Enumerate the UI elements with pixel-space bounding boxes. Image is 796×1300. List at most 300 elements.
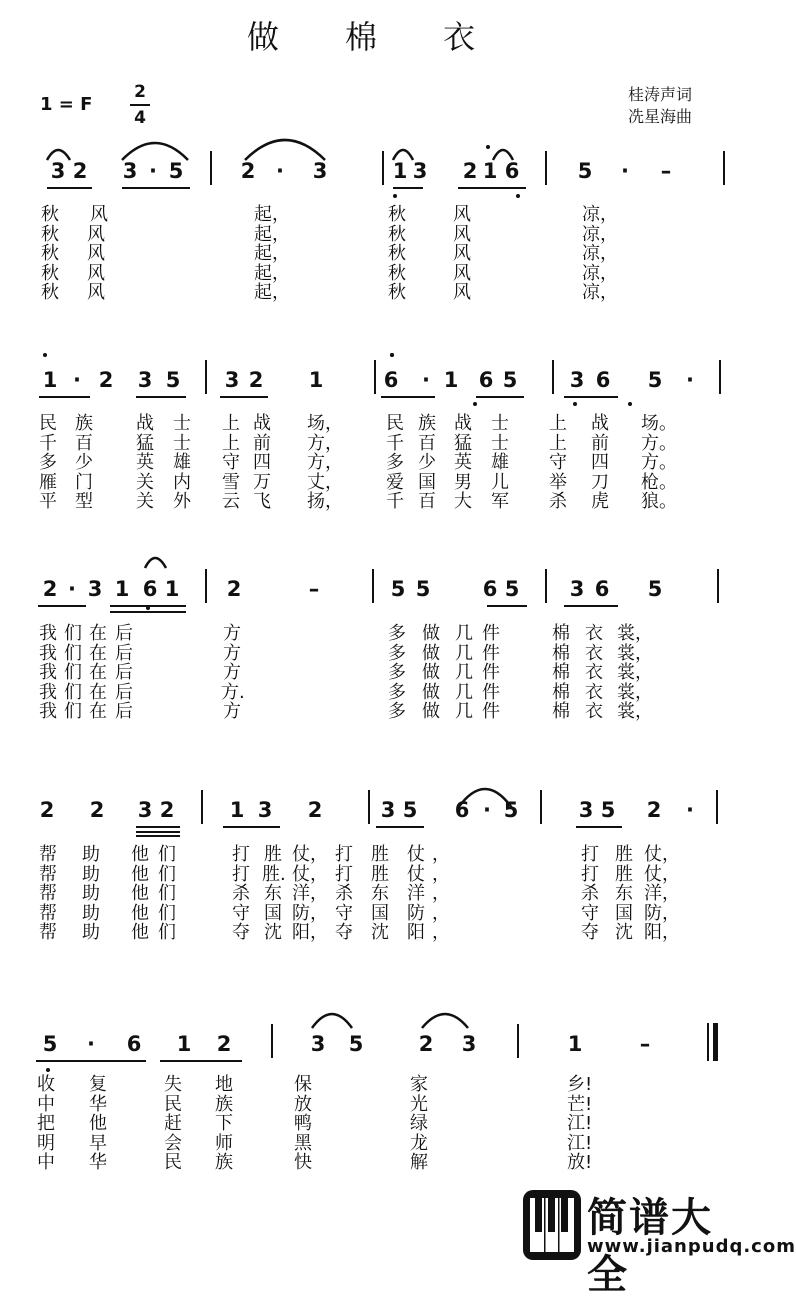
lyric-char: 飞 [253,491,271,512]
lyric-char: 场， [307,413,343,434]
lyric-char: 狼。 [641,491,677,512]
lyric-char: 军 [491,491,509,512]
lyric-char: 裳， [617,681,653,703]
lyric-char: 帮 [39,902,57,924]
lyric-char: 少 [75,452,93,473]
lyric-char: 解 [410,1152,428,1173]
lyric-char: 风 [87,243,105,264]
lyric-char: 衣 [585,623,603,644]
note: 5 [577,159,593,183]
lyric-char: 早 [89,1132,107,1154]
lyric-char: 仗， [644,844,680,865]
lyric-char: 胜 [615,863,633,885]
lyric-char: 风 [453,204,471,225]
lyric-char: 枪。 [641,471,677,493]
note: 1 [164,577,180,601]
note: 6 [594,577,610,601]
note: 3 [578,798,594,822]
note: 3 [412,159,428,183]
lyric-char: 族 [75,413,93,434]
note: 2 [89,798,105,822]
lyric-char: 衣 [585,642,603,664]
lyric-char: 沈 [615,922,633,943]
lyric-char: 秋 [388,262,406,284]
lyric-char: 多 [388,642,406,664]
lyric-char: 关 [136,471,154,493]
lyric-char: 后 [115,681,133,703]
slur [245,140,325,160]
note: 3 [312,159,328,183]
note: 6 [595,368,611,392]
lyric-char: 雁 [39,471,57,493]
lyric-char: 他 [131,844,149,865]
lyric-char: 做 [422,662,440,683]
note: 5 [502,368,518,392]
lyric-char: 族 [418,413,436,434]
lyric-char: 胜 [264,844,282,865]
lyric-char: 后 [115,642,133,664]
lyric-char: 雄 [173,452,191,473]
lyric-char: 阳， [644,922,680,943]
lyric-char: 秋 [388,223,406,245]
lyric-char: 家 [410,1074,428,1095]
lyric-char: 仗， [292,863,328,885]
lyric-char: 棉 [552,642,570,664]
lyric-char: 会 [164,1132,182,1154]
lyric-char: 雄 [491,452,509,473]
note: 1 [392,159,408,183]
note: 5 [402,798,418,822]
lyric-char: 们 [64,642,82,664]
lyric-char: 我 [39,642,57,664]
note: 5 [168,159,184,183]
lyric-char: 百 [418,432,436,454]
lyric-char: 们 [64,623,82,644]
lyric-char: 凉， [582,243,618,264]
lyric-char: 凉， [582,223,618,245]
lyric-char: 方 [223,701,241,722]
lyric-char: 华 [89,1152,107,1173]
lyric-char: 在 [89,623,107,644]
lyric-char: 战 [591,413,609,434]
lyric-char: 方 [223,662,241,683]
lyric-char: 守 [232,902,250,924]
lyric-char: 上 [549,413,567,434]
lyric-char: 场。 [641,413,677,434]
lyric-char: 凉， [582,262,618,284]
lyric-char: 防， [644,902,680,924]
lyric-char: 百 [75,432,93,454]
lyric-char: 外 [173,491,191,512]
note: 2 [462,159,478,183]
lyric-char: 多 [388,701,406,722]
lyric-char: 风 [453,243,471,264]
lyric-char: 打 [335,844,353,865]
lyric-char: 杀 [335,883,353,904]
note: 1 [443,368,459,392]
lyric-char: 内 [173,471,191,493]
lyric-char: 战 [253,413,271,434]
lyric-char: 乡! [567,1074,593,1095]
lyric-char: 黑 [294,1132,312,1154]
lyric-char: 在 [89,701,107,722]
lyric-char: 前 [253,432,271,454]
lyric-char: 我 [39,701,57,722]
lyric-char: 收 [37,1074,55,1095]
note: 2 [42,577,58,601]
lyric-char: 云 [222,491,240,512]
lyric-char: 前 [591,432,609,454]
note: 2 [72,159,88,183]
note: 3 [257,798,273,822]
lyric-char: 上 [222,432,240,454]
augmentation-dot: · [621,159,629,183]
note: 5 [647,577,663,601]
key-signature: 1 = F [40,94,93,115]
lyric-char: 起， [254,204,290,225]
lyric-char: 丈， [307,471,343,493]
lyric-char: 族 [215,1093,233,1115]
lyric-char: 件 [482,642,500,664]
lyric-char: 明 [37,1132,55,1154]
lyric-char: 地 [215,1074,233,1095]
note: 6 [454,798,470,822]
lyric-char: 件 [482,701,500,722]
slur [458,789,512,808]
lyric-char: 国 [418,471,436,493]
lyric-char: 助 [82,844,100,865]
lyric-char: 他 [89,1113,107,1134]
lyric-char: 守 [222,452,240,473]
augmentation-dot: · [686,798,694,822]
lyric-char: 芒! [567,1093,593,1115]
note: 3 [87,577,103,601]
lyric-char: 守 [549,452,567,473]
lyric-char: 国 [615,902,633,924]
lyric-char: 凉， [582,282,618,303]
lyric-char: 把 [37,1113,55,1134]
lyric-char: 助 [82,902,100,924]
note: 2 [226,577,242,601]
lyric-char: 助 [82,883,100,904]
slur [422,1014,468,1028]
lyric-char: 棉 [552,681,570,703]
lyric-char: 江! [567,1113,593,1134]
lyric-char: 多 [388,681,406,703]
lyric-char: 万 [253,471,271,493]
lyric-char: 中 [37,1093,55,1115]
lyric-char: 做 [422,701,440,722]
dash: – [660,159,672,183]
lyric-char: 民 [164,1152,182,1173]
lyric-char: 士 [173,432,191,454]
note: 5 [415,577,431,601]
lyric-char: 保 [294,1074,312,1095]
lyric-char: 猛 [454,432,472,454]
lyric-char: 四 [591,452,609,473]
lyric-char: 几 [455,701,473,722]
lyric-char: 族 [215,1152,233,1173]
lyric-char: 秋 [388,243,406,264]
lyric-char: 起， [254,262,290,284]
lyric-char: 秋 [41,262,59,284]
watermark-url: www.jianpudq.com [587,1236,796,1257]
note: 2 [39,798,55,822]
note: 1 [482,159,498,183]
lyric-char: 几 [455,642,473,664]
lyric-char: 型 [75,491,93,512]
lyric-char: 洋， [644,883,680,904]
note: 5 [390,577,406,601]
lyric-char: 打 [232,844,250,865]
composer-credit: 冼星海曲 [628,107,693,126]
lyric-char: 方。 [641,452,677,473]
lyric-char: 国 [371,902,389,924]
lyric-char: 们 [158,902,176,924]
lyric-char: 士 [491,413,509,434]
augmentation-dot: · [73,368,81,392]
lyric-char: 杀 [581,883,599,904]
lyric-char: 凉， [582,204,618,225]
note: 2 [248,368,264,392]
lyric-char: 棉 [552,701,570,722]
lyric-char: 们 [158,883,176,904]
lyric-char: 秋 [41,282,59,303]
note: 5 [165,368,181,392]
note: 1 [114,577,130,601]
augmentation-dot: · [87,1032,95,1056]
lyric-char: 胜 [615,844,633,865]
augmentation-dot: · [149,159,157,183]
lyric-char: 胜. [262,863,286,885]
lyric-char: 们 [158,922,176,943]
lyric-char: ， [432,883,450,904]
lyric-char: 防 [407,902,425,924]
note: 6 [482,577,498,601]
lyric-char: 方， [307,432,343,454]
note: 2 [216,1032,232,1056]
lyric-char: 们 [64,701,82,722]
lyric-char: 裳， [617,701,653,722]
lyric-char: 夺 [232,922,250,943]
lyric-char: ， [432,922,450,943]
lyric-char: 战 [454,413,472,434]
lyric-char: 仗， [292,844,328,865]
note: 1 [176,1032,192,1056]
lyric-char: 几 [455,623,473,644]
note: 2 [646,798,662,822]
lyric-char: 虎 [591,491,609,512]
slur [393,150,413,160]
lyric-char: 风 [87,223,105,245]
lyric-char: 棉 [552,623,570,644]
lyric-char: 战 [136,413,154,434]
lyric-char: 在 [89,642,107,664]
lyric-char: 起， [254,282,290,303]
augmentation-dot: · [68,577,76,601]
lyric-char: 秋 [388,204,406,225]
lyric-char: 英 [136,452,154,473]
lyric-char: 裳， [617,662,653,683]
note: 3 [380,798,396,822]
lyric-char: 民 [386,413,404,434]
note: 6 [142,577,158,601]
lyricist-credit: 桂涛声词 [628,85,693,104]
lyric-char: 胜 [371,844,389,865]
lyric-char: 胜 [371,863,389,885]
lyric-char: 门 [75,471,93,493]
lyric-char: 后 [115,662,133,683]
lyric-char: 雪 [222,471,240,493]
note: 3 [569,368,585,392]
lyric-char: 仗 [407,863,425,885]
lyric-char: 千 [386,491,404,512]
lyric-char: 他 [131,922,149,943]
lyric-char: 夺 [335,922,353,943]
lyric-char: 他 [131,902,149,924]
lyric-char: ， [432,844,450,865]
lyric-char: 帮 [39,844,57,865]
lyric-char: 衣 [585,662,603,683]
lyric-char: 起， [254,223,290,245]
note: 3 [137,798,153,822]
lyric-char: 做 [422,642,440,664]
lyric-char: 在 [89,662,107,683]
note: 3 [461,1032,477,1056]
note: 2 [159,798,175,822]
lyric-char: 秋 [388,282,406,303]
lyric-char: 士 [491,432,509,454]
lyric-char: 国 [264,902,282,924]
lyric-char: 裳， [617,642,653,664]
lyric-char: 风 [453,223,471,245]
lyric-char: 方 [223,623,241,644]
lyric-char: 风 [87,262,105,284]
note: 2 [240,159,256,183]
lyric-char: 秋 [41,223,59,245]
lyric-char: 风 [87,282,105,303]
lyric-char: 我 [39,662,57,683]
lyric-char: 东 [264,883,282,904]
lyric-char: 儿 [491,471,509,493]
lyric-char: 光 [410,1093,428,1115]
lyric-char: 放! [567,1152,593,1173]
lyric-char: 仗 [407,844,425,865]
lyric-char: 失 [164,1074,182,1095]
note: 3 [137,368,153,392]
note: 2 [307,798,323,822]
lyric-char: 打 [581,844,599,865]
lyric-char: 洋， [292,883,328,904]
lyric-char: 仗， [644,863,680,885]
lyric-char: 们 [158,844,176,865]
note: 2 [98,368,114,392]
lyric-char: 四 [253,452,271,473]
lyric-char: 秋 [41,204,59,225]
lyric-char: 起， [254,243,290,264]
note: 6 [126,1032,142,1056]
lyric-char: 上 [549,432,567,454]
lyric-char: 们 [158,863,176,885]
lyric-char: 几 [455,662,473,683]
meter-top: 2 [134,82,146,102]
lyric-char: 中 [37,1152,55,1173]
note: 5 [600,798,616,822]
lyric-char: 帮 [39,883,57,904]
note: 1 [42,368,58,392]
note: 3 [569,577,585,601]
lyric-char: 方。 [641,432,677,454]
lyric-char: 助 [82,863,100,885]
lyric-char: 上 [222,413,240,434]
lyric-char: 多 [39,452,57,473]
lyric-char: 多 [388,662,406,683]
note: 1 [229,798,245,822]
lyric-char: 绿 [410,1113,428,1134]
lyric-char: 少 [418,452,436,473]
note: 1 [308,368,324,392]
lyric-char: 件 [482,662,500,683]
note: 5 [348,1032,364,1056]
lyric-char: 风 [90,204,108,225]
lyric-char: 后 [115,701,133,722]
lyric-char: 东 [615,883,633,904]
lyric-char: 我 [39,623,57,644]
augmentation-dot: · [422,368,430,392]
lyric-char: 助 [82,922,100,943]
lyric-char: 爱 [386,471,404,493]
lyric-char: 杀 [549,491,567,512]
lyric-char: 平 [39,491,57,512]
lyric-char: 们 [64,662,82,683]
lyric-char: 沈 [371,922,389,943]
augmentation-dot: · [276,159,284,183]
dash: – [639,1032,651,1056]
lyric-char: 秋 [41,243,59,264]
lyric-char: 鸭 [294,1113,312,1134]
lyric-char: 方， [307,452,343,473]
lyric-char: 下 [215,1113,233,1134]
lyric-char: 江! [567,1132,593,1154]
lyric-char: 英 [454,452,472,473]
lyric-char: 扬， [307,491,343,512]
lyric-char: 风 [453,262,471,284]
lyric-char: 快 [294,1152,312,1173]
lyric-char: 件 [482,681,500,703]
lyric-char: 华 [89,1093,107,1115]
lyric-char: 杀 [232,883,250,904]
dash: – [308,577,320,601]
note: 3 [310,1032,326,1056]
lyric-char: 防， [292,902,328,924]
lyric-char: 夺 [581,922,599,943]
lyric-char: 帮 [39,863,57,885]
note: 1 [567,1032,583,1056]
slur [47,150,70,160]
watermark-text: 简谱大全 [587,1195,713,1298]
lyric-char: 做 [422,681,440,703]
augmentation-dot: · [483,798,491,822]
lyric-char: 守 [581,902,599,924]
note: 6 [478,368,494,392]
lyric-char: 们 [64,681,82,703]
slur [493,150,513,160]
note: 5 [647,368,663,392]
lyric-char: 打 [581,863,599,885]
lyric-char: 在 [89,681,107,703]
note: 5 [42,1032,58,1056]
lyric-char: 刀 [591,471,609,493]
